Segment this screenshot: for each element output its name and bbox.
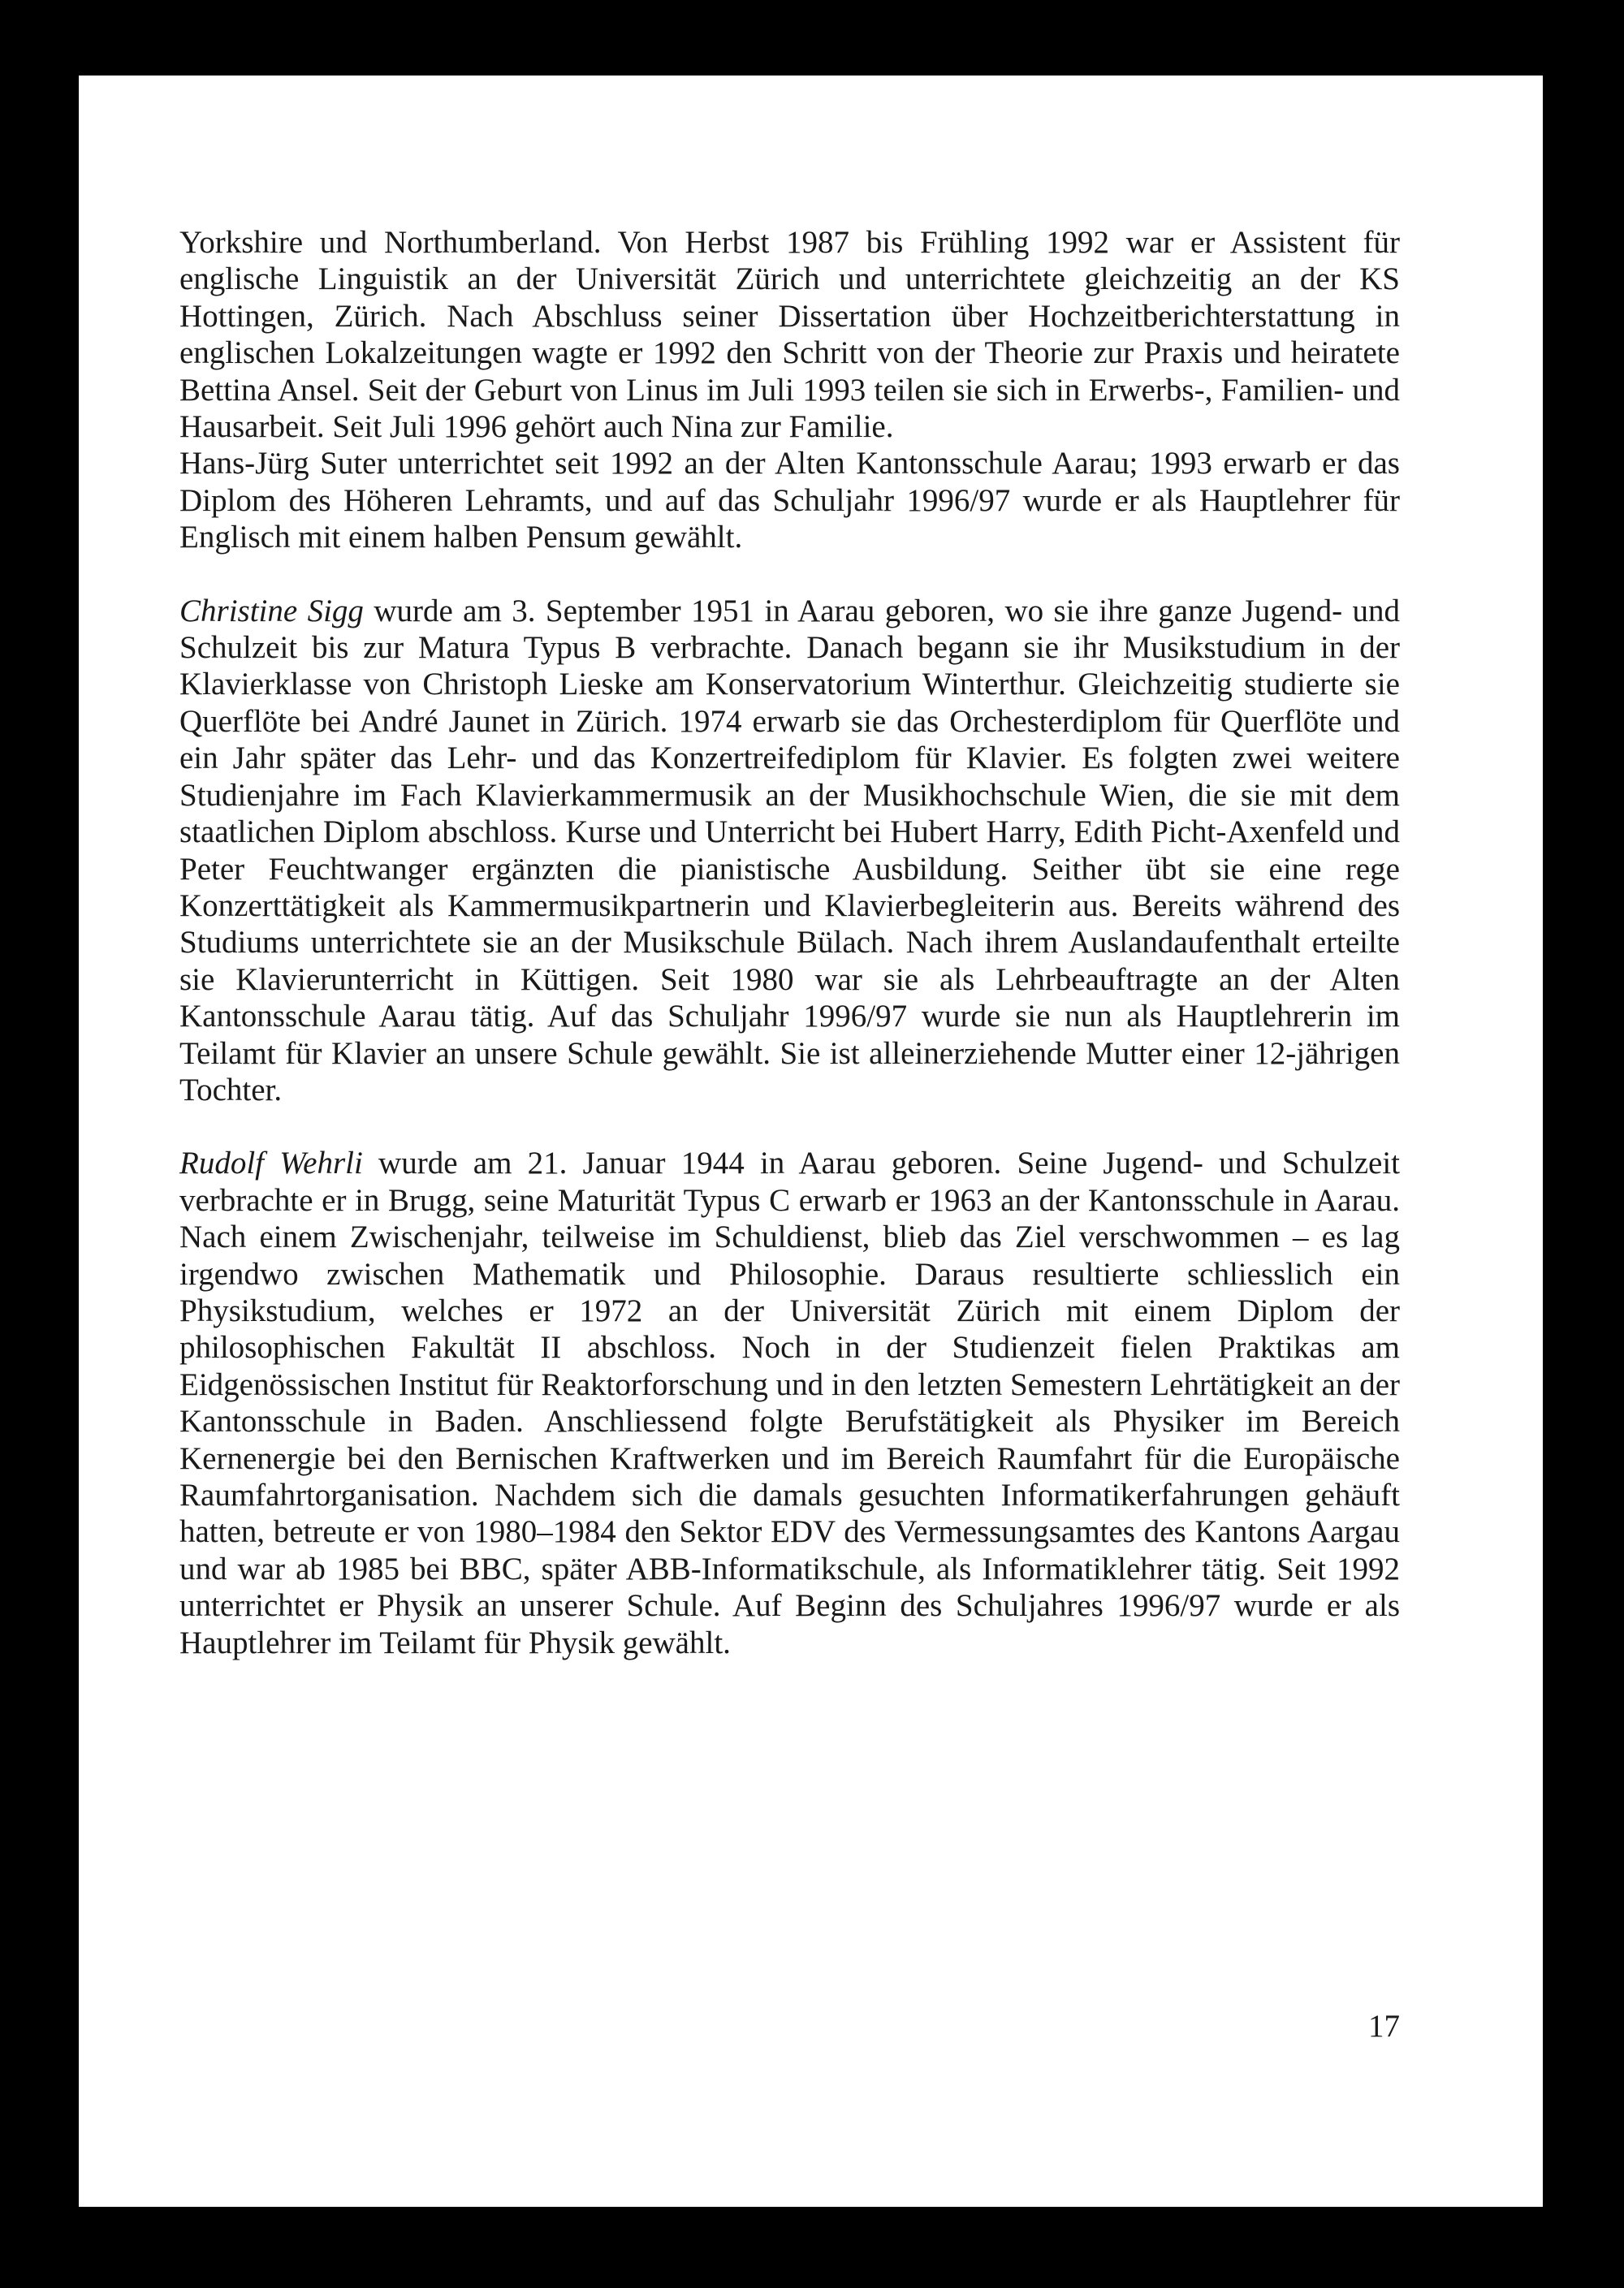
paragraph-text: wurde am 21. Januar 1944 in Aarau geboren. Seine Jugend- und Schulzeit verbrachte er in Brugg, seine Maturität Typus C erwarb er 1963 an der Kantonsschule in Aarau. Nach einem Zwischenjahr, teilweise im Schuldienst, blieb das Ziel verschwommen – es lag irgendwo zwischen Mathematik und Philosophie. Daraus resultierte schliesslich ein Physikstudium, welches er 1972 an der Universität Zürich mit einem Diplom der philosophischen Fakultät II abschloss. Noch in der Studienzeit fielen Praktikas am Eidgenössischen Institut für Reaktorforschung und in den letzten Semestern Lehrtätigkeit an der Kantonsschule in Baden. Anschliessend folgte Berufstätigkeit als Physiker im Bereich Kernenergie bei den Bernischen Kraftwerken und im Bereich Raumfahrt für die Europäische Raumfahrtorganisation. Nachdem sich die damals gesuchten Informatikerfahrungen gehäuft hatten, betreute er von 1980–1984 den Sektor EDV des Vermessungsamtes des Kantons Aargau und war ab 1985 bei BBC, später ABB-Informatikschule, als Informatiklehrer tätig. Seit 1992 unterrichtet er Physik an unserer Schule. Auf Beginn des Schuljahres 1996/97 wurde er als Hauptlehrer im Teilamt für Physik gewählt. [179, 1146, 1400, 1660]
person-name: Rudolf Wehrli [179, 1146, 363, 1181]
paragraph-text: Hans-Jürg Suter unterrichtet seit 1992 an der Alten Kantonsschule Aarau; 1993 erwarb er das Diplom des Höheren Lehramts, und auf das Schuljahr 1996/97 wurde er als Hauptlehrer für Englisch mit einem halben Pensum gewählt. [179, 446, 1400, 555]
paragraph-suter-teaching [179, 445, 1400, 555]
paragraph-wehrli-bio [179, 1145, 1400, 1661]
person-name: Christine Sigg [179, 593, 364, 628]
page-number: 17 [1368, 2009, 1400, 2044]
paragraph-suter-bio-continued [179, 224, 1400, 445]
paragraph-sigg-bio [179, 593, 1400, 1109]
body-text [179, 224, 1400, 1661]
paragraph-text: Yorkshire und Northumberland. Von Herbst 1987 bis Frühling 1992 war er Assistent für englische Linguistik an der Universität Zürich und unterrichtete gleichzeitig an der KS Hottingen, Zürich. Nach Abschluss seiner Dissertation über Hochzeitberichterstattung in englischen Lokalzeitungen wagte er 1992 den Schritt von der Theorie zur Praxis und heiratete Bettina Ansel. Seit der Geburt von Linus im Juli 1993 teilen sie sich in Erwerbs-, Familien- und Hausarbeit. Seit Juli 1996 gehört auch Nina zur Familie. [179, 225, 1400, 445]
document-page [79, 76, 1543, 2207]
paragraph-text: wurde am 3. September 1951 in Aarau geboren, wo sie ihre ganze Jugend- und Schulzeit bis zur Matura Typus B verbrachte. Danach begann sie ihr Musikstudium in der Klavierklasse von Christoph Lieske am Konservatorium Winterthur. Gleichzeitig studierte sie Querflöte bei André Jaunet in Zürich. 1974 erwarb sie das Orchesterdiplom für Querflöte und ein Jahr später das Lehr- und das Konzertreifediplom für Klavier. Es folgten zwei weitere Studienjahre im Fach Klavierkammermusik an der Musikhochschule Wien, die sie mit dem staatlichen Diplom abschloss. Kurse und Unterricht bei Hubert Harry, Edith Picht-Axenfeld und Peter Feuchtwanger ergänzten die pianistische Ausbildung. Seither übt sie eine rege Konzerttätigkeit als Kammermusikpartnerin und Klavierbegleiterin aus. Bereits während des Studiums unterrichtete sie an der Musikschule Bülach. Nach ihrem Auslandaufenthalt erteilte sie Klavierunterricht in Küttigen. Seit 1980 war sie als Lehrbeauftragte an der Alten Kantonsschule Aarau tätig. Auf das Schuljahr 1996/97 wurde sie nun als Hauptlehrerin im Teilamt für Klavier an unsere Schule gewählt. Sie ist alleinerziehende Mutter einer 12-jährigen Tochter. [179, 593, 1400, 1107]
